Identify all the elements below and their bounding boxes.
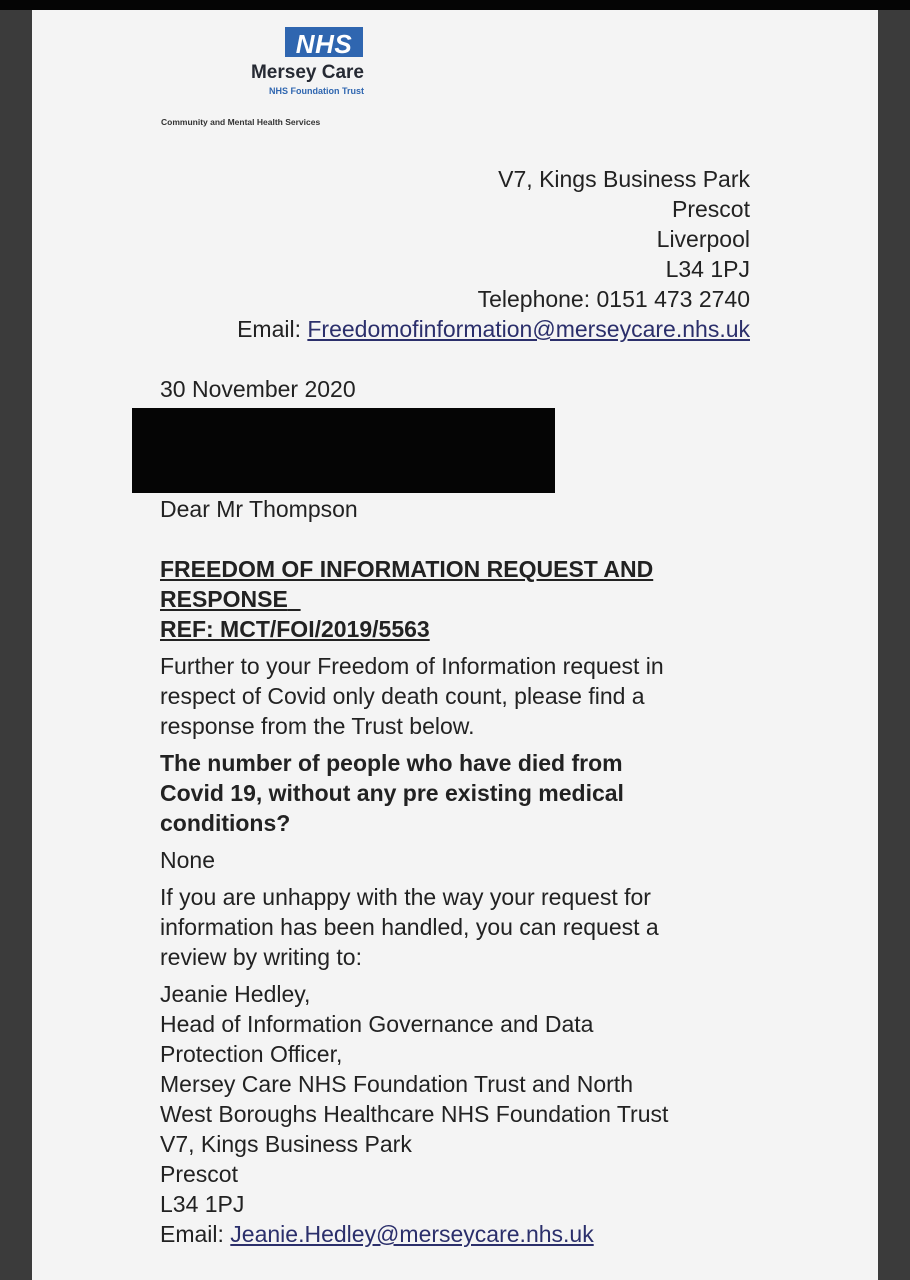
contact-line: Mersey Care NHS Foundation Trust and North: [160, 1071, 633, 1097]
address-line-3: Liverpool: [656, 226, 750, 252]
telephone: Telephone: 0151 473 2740: [477, 286, 750, 312]
intro-line: response from the Trust below.: [160, 713, 475, 739]
letter-date: 30 November 2020: [160, 376, 356, 402]
org-trust: NHS Foundation Trust: [269, 86, 364, 96]
contact-line: Head of Information Governance and Data: [160, 1011, 594, 1037]
contact-line: V7, Kings Business Park: [160, 1131, 412, 1157]
reference: REF: MCT/FOI/2019/5563: [160, 616, 430, 642]
email-label: Email:: [237, 316, 308, 342]
contact-line: Protection Officer,: [160, 1041, 343, 1067]
question-line: conditions?: [160, 810, 291, 836]
address-postcode: L34 1PJ: [665, 256, 750, 282]
contact-email-link[interactable]: Jeanie.Hedley@merseycare.nhs.uk: [230, 1221, 594, 1247]
review-line: information has been handled, you can request a: [160, 914, 659, 940]
sender-email-link[interactable]: Freedomofinformation@merseycare.nhs.uk: [307, 316, 750, 342]
nhs-logo: NHS: [285, 27, 363, 57]
intro-line: respect of Covid only death count, please find a: [160, 683, 645, 709]
contact-line: L34 1PJ: [160, 1191, 245, 1217]
org-name: Mersey Care: [250, 62, 364, 83]
contact-line: Prescot: [160, 1161, 238, 1187]
question-line: The number of people who have died from: [160, 750, 623, 776]
top-bar: [0, 0, 910, 10]
contact-line: West Boroughs Healthcare NHS Foundation Trust: [160, 1101, 669, 1127]
heading-line-2: RESPONSE: [160, 586, 288, 612]
sender-email-line: [237, 314, 750, 344]
redaction-block: [132, 408, 555, 493]
address-line-1: V7, Kings Business Park: [498, 166, 750, 192]
contact-line: Jeanie Hedley,: [160, 981, 311, 1007]
heading-line-1: FREEDOM OF INFORMATION REQUEST AND: [160, 556, 654, 582]
address-line-2: Prescot: [672, 196, 750, 222]
letter-page: [32, 10, 878, 1280]
intro-line: Further to your Freedom of Information request in: [160, 653, 664, 679]
question-line: Covid 19, without any pre existing medical: [160, 780, 624, 806]
answer: None: [160, 847, 215, 873]
salutation: Dear Mr Thompson: [160, 496, 358, 522]
email-label: Email:: [160, 1221, 231, 1247]
services-line: Community and Mental Health Services: [161, 117, 321, 127]
contact-email-line: [160, 1219, 594, 1249]
review-line: If you are unhappy with the way your request for: [160, 884, 651, 910]
review-line: review by writing to:: [160, 944, 362, 970]
